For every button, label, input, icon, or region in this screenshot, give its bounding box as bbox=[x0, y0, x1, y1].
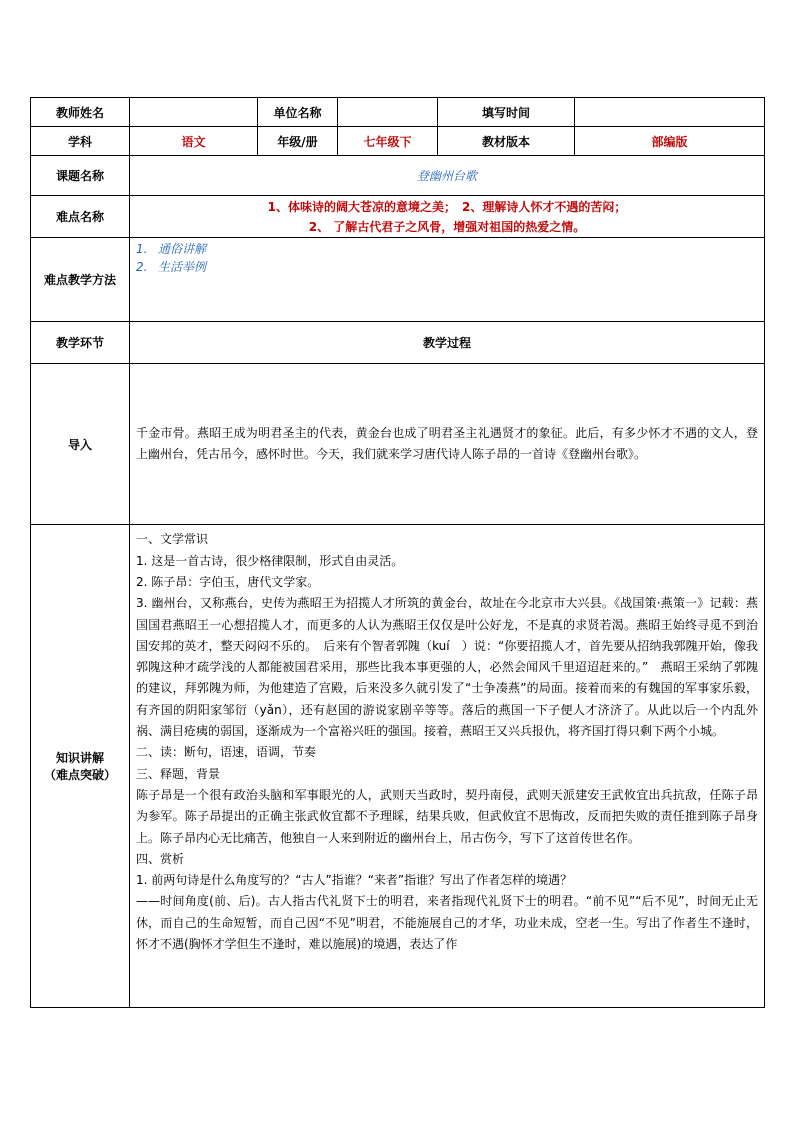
textbook-value: 部编版 bbox=[575, 127, 765, 156]
knowledge-paragraph: 3. 幽州台，又称燕台，史传为燕昭王为招揽人才所筑的黄金台，故址在今北京市大兴县。《战国策·燕策一》记载：燕国国君燕昭王一心想招揽人才，而更多的人认为燕昭王仅仅是叶公好龙，不是真的求贤若渴。燕昭王始终寻觅不到治国安邦的英才，整天闷闷不乐的。 后来有个智者郭隗（kuí ）说：“你要招揽人才，首先要从招纳我郭隗开始，像我郭隗这种才疏学浅的人都能被国君采用，那些比我本事更强的人，必然会闻风千里迢迢赶来的。” 燕昭王采纳了郭隗的建议，拜郭隗为师，为他建造了宫殿，后来没多久就引发了“士争凑燕”的局面。接着而来的有魏国的军事家乐毅，有齐国的阴阳家邹衍（yǎn），还有赵国的游说家剧辛等等。落后的燕国一下子便人才济济了。从此以后一个内乱外祸、满目疮痍的弱国，逐渐成为一个富裕兴旺的强国。接着，燕昭王又兴兵报仇，将齐国打得只剩下两个小城。 bbox=[136, 596, 758, 739]
difficulty-label: 难点名称 bbox=[31, 196, 130, 238]
method-text: 生活举例 bbox=[158, 260, 207, 275]
knowledge-paragraph: 2. 陈子昂：字伯玉，唐代文学家。 bbox=[136, 575, 320, 589]
method-label: 难点教学方法 bbox=[31, 238, 130, 322]
method-text: 通俗讲解 bbox=[158, 242, 207, 257]
grade-value: 七年级下 bbox=[338, 127, 438, 156]
lesson-plan-table bbox=[30, 97, 765, 1008]
lesson-title-label: 课题名称 bbox=[31, 156, 130, 196]
difficulty-content bbox=[130, 196, 765, 238]
teaching-process-label: 教学过程 bbox=[130, 322, 765, 364]
knowledge-paragraph: 1. 这是一首古诗，很少格律限制，形式自由灵活。 bbox=[136, 553, 404, 568]
knowledge-paragraph: 四、赏析 bbox=[136, 851, 185, 866]
lesson-title-value: 登幽州台歌 bbox=[130, 156, 765, 196]
knowledge-paragraph: 三、释题，背景 bbox=[136, 766, 221, 781]
knowledge-content bbox=[130, 525, 765, 1008]
subject-value: 语文 bbox=[130, 127, 258, 156]
knowledge-paragraph: 一、文学常识 bbox=[136, 532, 209, 547]
knowledge-paragraph: 1. 前两句诗是什么角度写的？“古人”指谁？“来者”指谁？写出了作者怎样的境遇？ bbox=[136, 873, 573, 888]
method-number: 1. bbox=[136, 242, 148, 257]
knowledge-label bbox=[31, 525, 130, 1008]
teacher-name-label: 教师姓名 bbox=[31, 98, 130, 127]
subject-label: 学科 bbox=[31, 127, 130, 156]
method-item bbox=[136, 258, 758, 276]
fill-date-label: 填写时间 bbox=[438, 98, 575, 127]
knowledge-label-line-2: （难点突破） bbox=[43, 768, 116, 783]
knowledge-paragraph: 陈子昂是一个很有政治头脑和军事眼光的人，武则天当政时，契丹南侵，武则天派建安王武攸宜出兵抗敌，任陈子昂为参军。陈子昂提出的正确主张武攸宜都不予理睬，结果兵败，但武攸宜不思悔改，反而把失败的责任推到陈子昂身上。陈子昂内心无比痛苦，他独自一人来到附近的幽州台上，吊古伤今，写下了这首传世名作。 bbox=[136, 787, 758, 845]
knowledge-paragraph: 二、读：断句，语速，语调，节奏 bbox=[136, 745, 317, 760]
unit-name-value bbox=[338, 98, 438, 127]
fill-date-value bbox=[575, 98, 765, 127]
knowledge-label-line-1: 知识讲解 bbox=[55, 751, 104, 766]
method-number: 2. bbox=[136, 260, 148, 275]
difficulty-line-2: 2、 了解古代君子之风骨，增强对祖国的热爱之情。 bbox=[308, 219, 586, 234]
teacher-name-value bbox=[130, 98, 258, 127]
intro-label: 导入 bbox=[31, 364, 130, 525]
intro-text: 千金市骨。燕昭王成为明君圣主的代表，黄金台也成了明君圣主礼遇贤才的象征。此后，有多少怀才不遇的文人，登上幽州台，凭古吊今，感怀时世。今天，我们就来学习唐代诗人陈子昂的一首诗《登幽州台歌》。 bbox=[130, 364, 765, 525]
knowledge-paragraph: ——时间角度(前、后)。古人指古代礼贤下士的明君，来者指现代礼贤下士的明君。“前不见”“后不见”，时间无止无休，而自己的生命短暂，而自己因“不见”明君，不能施展自己的才华，功业未成，空老一生。写出了作者生不逢时，怀才不遇(胸怀才学但生不逢时，难以施展)的境遇，表达了作 bbox=[136, 894, 758, 952]
difficulty-line-1: 1、体味诗的阔大苍凉的意境之美； 2、理解诗人怀才不遇的苦闷； bbox=[267, 199, 627, 214]
method-list bbox=[130, 238, 765, 322]
unit-name-label: 单位名称 bbox=[258, 98, 338, 127]
method-item bbox=[136, 240, 758, 258]
textbook-label: 教材版本 bbox=[438, 127, 575, 156]
grade-label: 年级/册 bbox=[258, 127, 338, 156]
teaching-stage-label: 教学环节 bbox=[31, 322, 130, 364]
